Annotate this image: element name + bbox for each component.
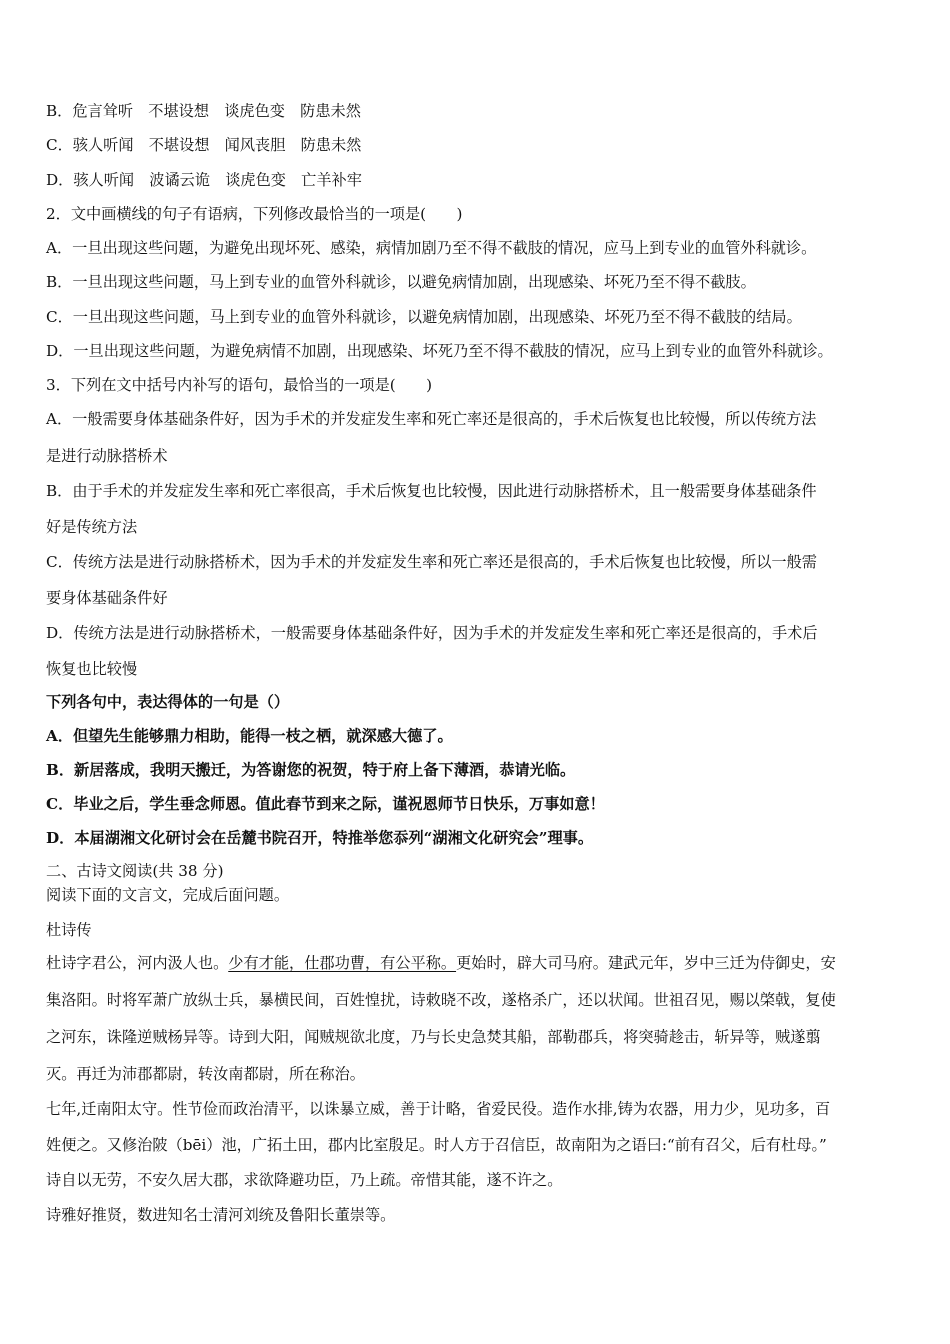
passage-p2-line3: 诗自以无劳，不安久居大郡，求欲降避功臣，乃上疏。帝惜其能，遂不许之。: [46, 1171, 563, 1189]
passage-p1-post: 更始时，辟大司马府。建武元年，岁中三迁为侍御史，安: [456, 954, 836, 972]
q2-option-b: B．一旦出现这些问题，马上到专业的血管外科就诊，以避免病情加剧，出现感染、坏死乃至不得不截肢。: [46, 273, 756, 291]
underlined-sentence: 少有才能，仕郡功曹，有公平称。: [228, 954, 457, 972]
q2-option-c: C．一旦出现这些问题，马上到专业的血管外科就诊，以避免病情加剧，出现感染、坏死乃至不得不截肢的结局。: [46, 308, 802, 326]
q3-option-c-line2: 要身体基础条件好: [46, 589, 168, 607]
q3-stem: 3．下列在文中括号内补写的语句，最恰当的一项是( ): [46, 376, 433, 394]
q1-option-d: D．骇人听闻 波谲云诡 谈虎色变 亡羊补牢: [46, 171, 362, 189]
q2-option-a: A．一旦出现这些问题，为避免出现坏死、感染，病情加剧乃至不得不截肢的情况，应马上到专业的血管外科就诊。: [46, 239, 817, 257]
q1-option-b: B．危言耸听 不堪设想 谈虎色变 防患未然: [46, 102, 361, 120]
section2-instruction: 阅读下面的文言文，完成后面问题。: [46, 886, 289, 904]
q4-stem: 下列各句中，表达得体的一句是（）: [46, 693, 289, 711]
q3-option-b-line1: B．由于手术的并发症发生率和死亡率很高，手术后恢复也比较慢，因此进行动脉搭桥术，且一般需要身体基础条件: [46, 482, 817, 500]
q3-option-d-line1: D．传统方法是进行动脉搭桥术，一般需要身体基础条件好，因为手术的并发症发生率和死亡率还是很高的，手术后: [46, 624, 818, 642]
q4-option-c: C．毕业之后，学生垂念师恩。值此春节到来之际，谨祝恩师节日快乐，万事如意！: [46, 795, 605, 813]
passage-p2-line2: 姓便之。又修治陂（bēi）池，广拓土田，郡内比室殷足。时人方于召信臣，故南阳为之语曰:“前有召父，后有杜母。”: [46, 1136, 827, 1154]
q3-option-c-line1: C．传统方法是进行动脉搭桥术，因为手术的并发症发生率和死亡率还是很高的，手术后恢复也比较慢，所以一般需: [46, 553, 817, 571]
passage-p1-line4: 灭。再迁为沛郡都尉，转汝南都尉，所在称治。: [46, 1065, 365, 1083]
passage-p1-pre: 杜诗字君公，河内汲人也。: [46, 954, 229, 972]
q3-option-b-line2: 好是传统方法: [46, 518, 138, 536]
q1-option-c: C．骇人听闻 不堪设想 闻风丧胆 防患未然: [46, 136, 362, 154]
passage-p3-line1: 诗雅好推贤，数进知名士清河刘统及鲁阳长董崇等。: [46, 1206, 396, 1224]
q3-option-a-line2: 是进行动脉搭桥术: [46, 447, 168, 465]
q3-option-a-line1: A．一般需要身体基础条件好，因为手术的并发症发生率和死亡率还是很高的，手术后恢复也比较慢，所以传统方法: [46, 410, 817, 428]
passage-title: 杜诗传: [46, 921, 92, 939]
section2-heading: 二、古诗文阅读(共 38 分): [46, 862, 224, 880]
q4-option-a: A．但望先生能够鼎力相助，能得一枝之栖，就深感大德了。: [46, 727, 453, 745]
q4-option-b: B．新居落成，我明天搬迁，为答谢您的祝贺，特于府上备下薄酒，恭请光临。: [46, 761, 576, 779]
passage-p1-line3: 之河东，诛隆逆贼杨异等。诗到大阳，闻贼规欲北度，乃与长史急焚其船，部勒郡兵，将突骑趁击，斩异等，贼遂翦: [46, 1028, 821, 1046]
q3-option-d-line2: 恢复也比较慢: [46, 660, 138, 678]
passage-p2-line1: 七年,迁南阳太守。性节俭而政治清平，以诛暴立威，善于计略，省爱民役。造作水排,铸为农器，用力少，见功多，百: [46, 1100, 831, 1118]
q4-option-d: D．本届湖湘文化研讨会在岳麓书院召开，特推举您忝列“湖湘文化研究会”理事。: [46, 829, 594, 847]
passage-p1-line2: 集洛阳。时将军萧广放纵士兵，暴横民间，百姓惶扰，诗敕晓不改，遂格杀广，还以状闻。世祖召见，赐以棨戟，复使: [46, 991, 836, 1009]
passage-p1-line1: [46, 953, 836, 973]
q2-stem: 2．文中画横线的句子有语病，下列修改最恰当的一项是( ): [46, 205, 463, 223]
q2-option-d: D．一旦出现这些问题，为避免病情不加剧，出现感染、坏死乃至不得不截肢的情况，应马上到专业的血管外科就诊。: [46, 342, 833, 360]
